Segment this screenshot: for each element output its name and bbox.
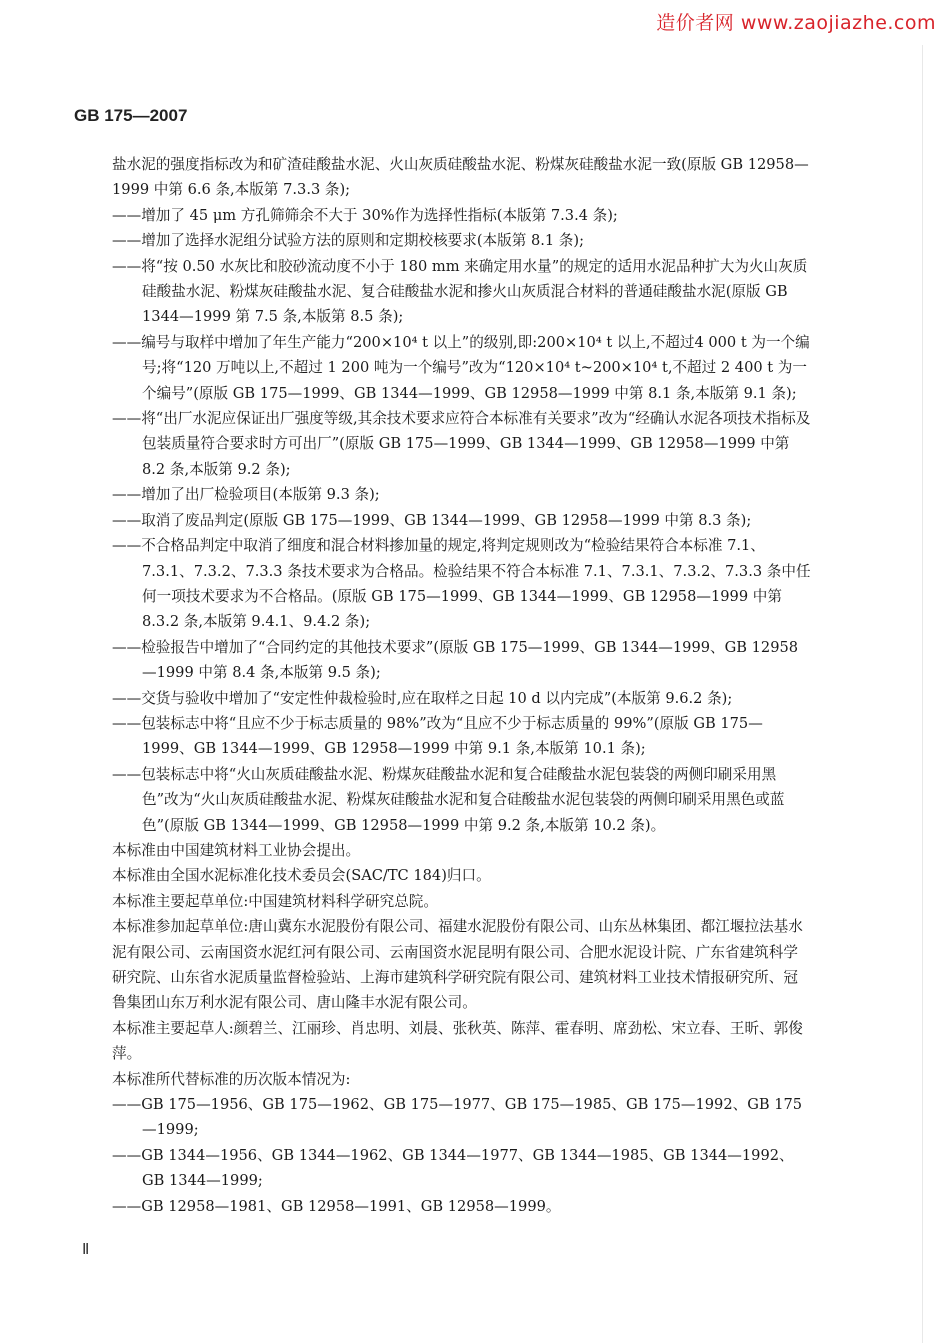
foreword-body	[112, 152, 812, 1219]
committee-statement: 本标准由全国水泥标准化技术委员会(SAC/TC 184)归口。	[112, 867, 491, 885]
change-item: ——将“按 0.50 水灰比和胶砂流动度不小于 180 mm 来确定用水量”的规定的适用水泥品种扩大为火山灰质硅酸盐水泥、粉煤灰硅酸盐水泥、复合硅酸盐水泥和掺火山灰质混合材料的普通硅酸盐水泥(原版 GB 1344—1999 第 7.5 条,本版第 8.5 条);	[112, 257, 808, 326]
watermark-text: 造价者网 www.zaojiazhe.com	[656, 12, 936, 34]
change-item: ——将“出厂水泥应保证出厂强度等级,其余技术要求应符合本标准有关要求”改为“经确认水泥各项技术指标及包装质量符合要求时方可出厂”(原版 GB 175—1999、GB 1344—1999、GB 12958—1999 中第 8.2 条,本版第 9.2 条);	[112, 410, 811, 478]
standard-code-header: GB 175—2007	[74, 106, 188, 125]
change-item: ——增加了 45 μm 方孔筛筛余不大于 30%作为选择性指标(本版第 7.3.4 条);	[112, 206, 618, 224]
history-item: ——GB 12958—1981、GB 12958—1991、GB 12958—1999。	[112, 1197, 561, 1215]
page-edge-line	[922, 45, 923, 1343]
history-item: ——GB 1344—1956、GB 1344—1962、GB 1344—1977、GB 1344—1985、GB 1344—1992、GB 1344—1999;	[112, 1146, 794, 1190]
change-item: ——包装标志中将“且应不少于标志质量的 98%”改为“且应不少于标志质量的 99%”(原版 GB 175—1999、GB 1344—1999、GB 12958—1999 中第 9.1 条,本版第 10.1 条);	[112, 714, 763, 758]
change-item: ——包装标志中将“火山灰质硅酸盐水泥、粉煤灰硅酸盐水泥和复合硅酸盐水泥包装袋的两侧印刷采用黑色”改为“火山灰质硅酸盐水泥、粉煤灰硅酸盐水泥和复合硅酸盐水泥包装袋的两侧印刷采用黑色或蓝色”(原版 GB 1344—1999、GB 12958—1999 中第 9.2 条,本版第 10.2 条)。	[112, 765, 785, 834]
history-item: ——GB 175—1956、GB 175—1962、GB 175—1977、GB 175—1985、GB 175—1992、GB 175—1999;	[112, 1096, 803, 1139]
change-item: ——增加了出厂检验项目(本版第 9.3 条);	[112, 486, 380, 504]
main-drafter-unit: 本标准主要起草单位:中国建筑材料科学研究总院。	[112, 892, 438, 910]
proposer-statement: 本标准由中国建筑材料工业协会提出。	[112, 841, 361, 859]
page-number: Ⅱ	[82, 1242, 90, 1258]
history-intro: 本标准所代替标准的历次版本情况为:	[112, 1070, 351, 1088]
change-item: ——不合格品判定中取消了细度和混合材料掺加量的规定,将判定规则改为“检验结果符合本标准 7.1、7.3.1、7.3.2、7.3.3 条技术要求为合格品。检验结果不符合本标准 7.1、7.3.1、7.3.2、7.3.3 条中任何一项技术要求为不合格品。(原版 GB 175—1999、GB 1344—1999、GB 12958—1999 中第 8.3.2 条,本版第 9.4.1、9.4.2 条);	[112, 537, 811, 631]
main-drafters: 本标准主要起草人:颜碧兰、江丽珍、肖忠明、刘晨、张秋英、陈萍、霍春明、席劲松、宋立春、王昕、郭俊萍。	[112, 1019, 803, 1063]
participating-units: 本标准参加起草单位:唐山冀东水泥股份有限公司、福建水泥股份有限公司、山东丛林集团、都江堰拉法基水泥有限公司、云南国资水泥红河有限公司、云南国资水泥昆明有限公司、合肥水泥设计院、广东省建筑科学研究院、山东省水泥质量监督检验站、上海市建筑科学研究院有限公司、建筑材料工业技术情报研究所、冠鲁集团山东万利水泥有限公司、唐山隆丰水泥有限公司。	[112, 918, 803, 1012]
continuation-paragraph: 盐水泥的强度指标改为和矿渣硅酸盐水泥、火山灰质硅酸盐水泥、粉煤灰硅酸盐水泥一致(原版 GB 12958—1999 中第 6.6 条,本版第 7.3.3 条);	[112, 156, 809, 199]
change-item: ——交货与验收中增加了“安定性仲裁检验时,应在取样之日起 10 d 以内完成”(本版第 9.6.2 条);	[112, 689, 733, 707]
change-item: ——编号与取样中增加了年生产能力“200×10⁴ t 以上”的级别,即:200×10⁴ t 以上,不超过4 000 t 为一个编号;将“120 万吨以上,不超过 1 200 吨为一个编号”改为“120×10⁴ t~200×10⁴ t,不超过 2 400 t 为一个编号”(原版 GB 175—1999、GB 1344—1999、GB 12958—1999 中第 8.1 条,本版第 9.1 条);	[112, 333, 810, 402]
change-item: ——增加了选择水泥组分试验方法的原则和定期校核要求(本版第 8.1 条);	[112, 232, 585, 250]
change-item: ——取消了废品判定(原版 GB 175—1999、GB 1344—1999、GB 12958—1999 中第 8.3 条);	[112, 511, 752, 529]
change-item: ——检验报告中增加了“合同约定的其他技术要求”(原版 GB 175—1999、GB 1344—1999、GB 12958—1999 中第 8.4 条,本版第 9.5 条);	[112, 638, 799, 682]
